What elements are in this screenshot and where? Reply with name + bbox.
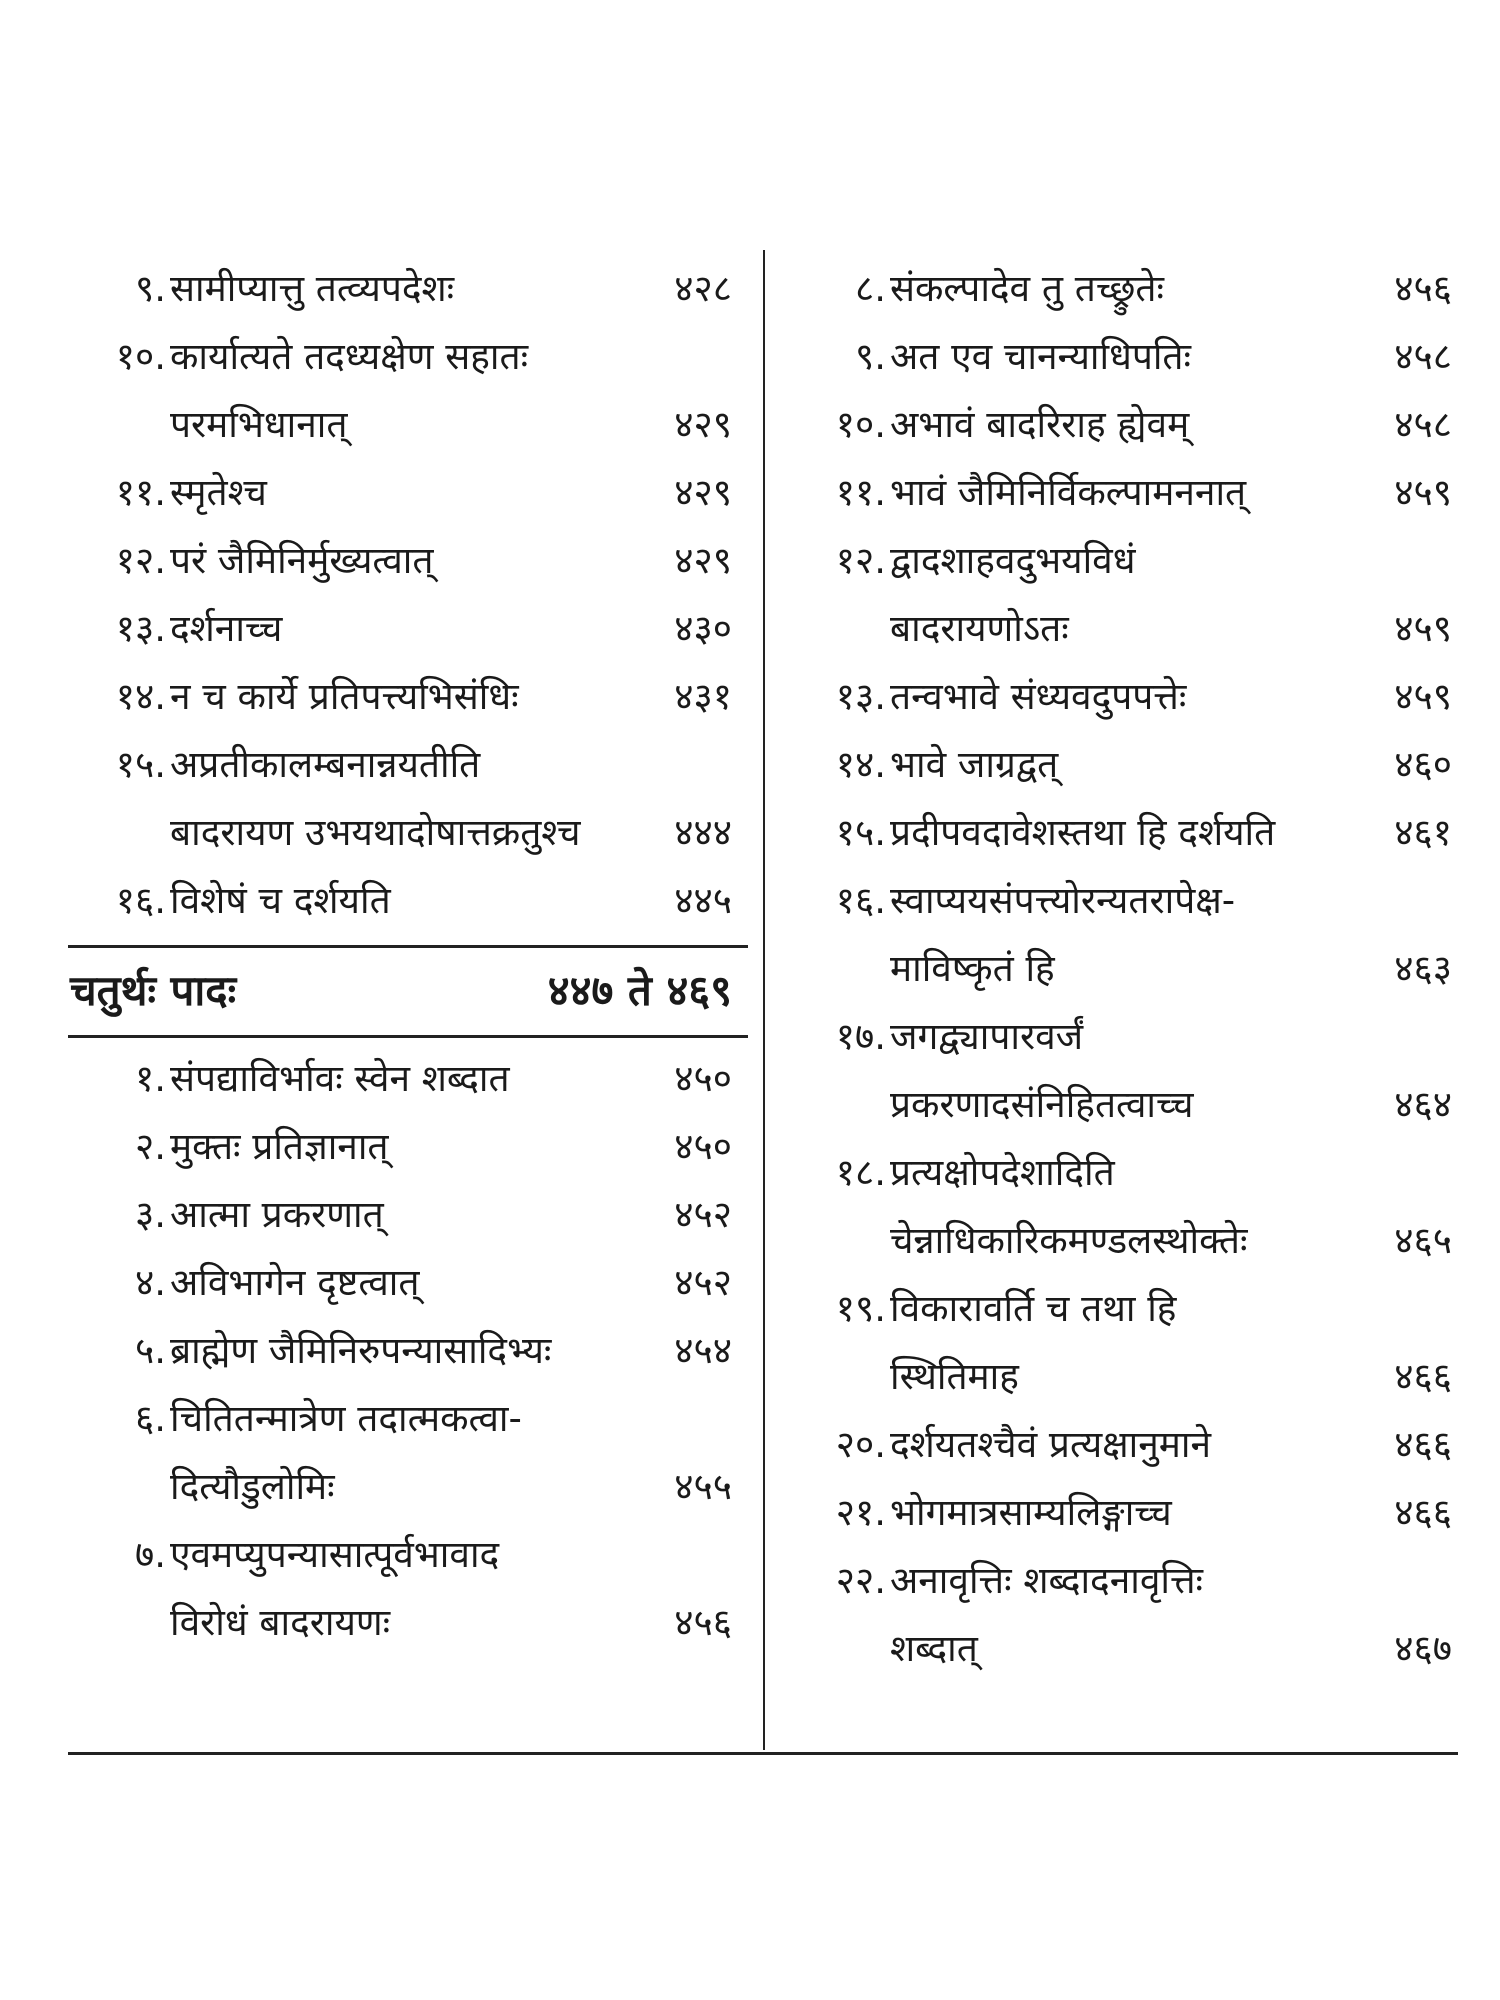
entry-row bbox=[70, 867, 740, 935]
entry-continuation-row bbox=[70, 799, 740, 867]
entry-number: १३. bbox=[835, 675, 886, 718]
entry-text: तन्वभावे संध्यवदुपपत्तेः bbox=[890, 675, 1187, 718]
entry-number: ८. bbox=[854, 267, 886, 310]
entry-number: १४. bbox=[835, 743, 886, 786]
entry-text: आत्मा प्रकरणात् bbox=[170, 1193, 384, 1236]
entry-row bbox=[70, 1113, 740, 1181]
entry-number: १५. bbox=[835, 811, 886, 854]
entry-text: सामीप्यात्तु तत्व्यपदेशः bbox=[170, 267, 455, 310]
entry-text: प्रदीपवदावेशस्तथा हि दर्शयति bbox=[890, 811, 1276, 854]
entry-row bbox=[70, 255, 740, 323]
entry-row bbox=[790, 323, 1460, 391]
section-title: चतुर्थः पादः bbox=[70, 966, 237, 1015]
entry-page-number: ४२९ bbox=[674, 471, 732, 514]
entry-row bbox=[790, 1139, 1460, 1207]
entry-number: ११. bbox=[835, 471, 886, 514]
entry-text: अप्रतीकालम्बनान्नयतीति bbox=[170, 743, 481, 786]
entry-page-number: ४५९ bbox=[1394, 675, 1452, 718]
entry-page-number: ४५९ bbox=[1394, 471, 1452, 514]
entry-number: १२. bbox=[115, 539, 166, 582]
entry-number: ७. bbox=[134, 1533, 166, 1576]
left-column bbox=[70, 255, 740, 1657]
entry-page-number: ४६६ bbox=[1394, 1355, 1452, 1398]
entry-number: २१. bbox=[835, 1491, 886, 1534]
entry-page-number: ४६७ bbox=[1394, 1627, 1452, 1670]
entry-text: दर्शयतश्चैवं प्रत्यक्षानुमाने bbox=[890, 1423, 1212, 1466]
entry-page-number: ४५२ bbox=[674, 1193, 732, 1236]
entry-text: दर्शनाच्च bbox=[170, 607, 283, 650]
entry-text: दित्यौडुलोमिः bbox=[170, 1465, 335, 1508]
entry-page-number: ४६४ bbox=[1394, 1083, 1452, 1126]
entry-page-number: ४६६ bbox=[1394, 1491, 1452, 1534]
entry-page-number: ४६६ bbox=[1394, 1423, 1452, 1466]
entry-page-number: ४६० bbox=[1394, 743, 1452, 786]
entry-row bbox=[70, 323, 740, 391]
entry-number: १२. bbox=[835, 539, 886, 582]
entry-row bbox=[790, 1479, 1460, 1547]
entry-row bbox=[70, 459, 740, 527]
entry-text: चितितन्मात्रेण तदात्मकत्वा- bbox=[170, 1397, 522, 1440]
entry-row bbox=[790, 731, 1460, 799]
entry-continuation-row bbox=[790, 1071, 1460, 1139]
entry-number: ९. bbox=[854, 335, 886, 378]
entry-page-number: ४२९ bbox=[674, 403, 732, 446]
entry-row bbox=[790, 1411, 1460, 1479]
column-divider bbox=[763, 250, 765, 1750]
section-page-range: ४४७ ते ४६९ bbox=[547, 966, 732, 1015]
entry-page-number: ४२८ bbox=[674, 267, 732, 310]
entry-page-number: ४६५ bbox=[1394, 1219, 1452, 1262]
entry-text: विशेषं च दर्शयति bbox=[170, 879, 391, 922]
entry-text: एवमप्युपन्यासात्पूर्वभावाद bbox=[170, 1533, 500, 1576]
entry-row bbox=[790, 1547, 1460, 1615]
entry-row bbox=[790, 867, 1460, 935]
entry-row bbox=[70, 1249, 740, 1317]
entry-text: जगद्व्यापारवर्जं bbox=[890, 1015, 1084, 1058]
entry-page-number: ४३१ bbox=[674, 675, 732, 718]
entry-number: १. bbox=[134, 1057, 166, 1100]
entry-text: स्वाप्ययसंपत्त्योरन्यतरापेक्ष- bbox=[890, 879, 1236, 922]
entry-number: १३. bbox=[115, 607, 166, 650]
entry-continuation-row bbox=[70, 1589, 740, 1657]
entry-page-number: ४५० bbox=[674, 1057, 732, 1100]
entry-text: विकारावर्ति च तथा हि bbox=[890, 1287, 1177, 1330]
left-bottom-list bbox=[70, 1045, 740, 1657]
section-rule-top bbox=[68, 945, 748, 948]
entry-text: द्वादशाहवदुभयविधं bbox=[890, 539, 1136, 582]
entry-number: २०. bbox=[835, 1423, 886, 1466]
entry-continuation-row bbox=[790, 595, 1460, 663]
entry-page-number: ४२९ bbox=[674, 539, 732, 582]
entry-number: ४. bbox=[134, 1261, 166, 1304]
entry-text: मुक्तः प्रतिज्ञानात् bbox=[170, 1125, 389, 1168]
entry-text: भोगमात्रसाम्यलिङ्गाच्च bbox=[890, 1491, 1172, 1534]
entry-row bbox=[790, 1275, 1460, 1343]
entry-page-number: ४५९ bbox=[1394, 607, 1452, 650]
entry-row bbox=[70, 663, 740, 731]
entry-row bbox=[790, 1003, 1460, 1071]
entry-page-number: ४५६ bbox=[674, 1601, 732, 1644]
entry-text: अविभागेन दृष्टत्वात् bbox=[170, 1261, 420, 1304]
entry-text: न च कार्ये प्रतिपत्त्यभिसंधिः bbox=[170, 675, 519, 718]
entry-number: १०. bbox=[115, 335, 166, 378]
entry-page-number: ४६१ bbox=[1394, 811, 1452, 854]
entry-text: स्थितिमाह bbox=[890, 1355, 1019, 1398]
entry-continuation-row bbox=[70, 1453, 740, 1521]
entry-row bbox=[790, 255, 1460, 323]
entry-text: विरोधं बादरायणः bbox=[170, 1601, 391, 1644]
entry-continuation-row bbox=[790, 1343, 1460, 1411]
entry-row bbox=[70, 1181, 740, 1249]
entry-text: स्मृतेश्च bbox=[170, 471, 267, 514]
entry-number: १५. bbox=[115, 743, 166, 786]
section-rule-bottom bbox=[68, 1035, 748, 1038]
entry-page-number: ४५५ bbox=[674, 1465, 732, 1508]
entry-text: अत एव चानन्याधिपतिः bbox=[890, 335, 1191, 378]
entry-page-number: ४५८ bbox=[1394, 403, 1452, 446]
entry-text: अनावृत्तिः शब्दादनावृत्तिः bbox=[890, 1559, 1204, 1602]
entry-text: संकल्पादेव तु तच्छ्रुतेः bbox=[890, 267, 1164, 310]
entry-number: २२. bbox=[835, 1559, 886, 1602]
entry-number: ९. bbox=[134, 267, 166, 310]
entry-text: भावं जैमिनिर्विकल्पामननात् bbox=[890, 471, 1247, 514]
section-header bbox=[70, 935, 740, 1045]
entry-text: परमभिधानात् bbox=[170, 403, 348, 446]
entry-text: संपद्याविर्भावः स्वेन शब्दात bbox=[170, 1057, 510, 1100]
entry-row bbox=[790, 663, 1460, 731]
entry-number: १०. bbox=[835, 403, 886, 446]
entry-row bbox=[70, 527, 740, 595]
entry-row bbox=[790, 459, 1460, 527]
entry-text: अभावं बादरिराह ह्येवम् bbox=[890, 403, 1190, 446]
entry-number: ५. bbox=[134, 1329, 166, 1372]
entry-text: बादरायण उभयथादोषात्तक्रतुश्च bbox=[170, 811, 581, 854]
entry-row bbox=[70, 595, 740, 663]
entry-row bbox=[70, 1385, 740, 1453]
entry-text: परं जैमिनिर्मुख्यत्वात् bbox=[170, 539, 434, 582]
entry-text: शब्दात् bbox=[890, 1627, 978, 1670]
entry-number: १६. bbox=[115, 879, 166, 922]
entry-text: प्रकरणादसंनिहितत्वाच्च bbox=[890, 1083, 1194, 1126]
entry-text: भावे जाग्रद्वत् bbox=[890, 743, 1059, 786]
entry-number: ३. bbox=[134, 1193, 166, 1236]
entry-number: १४. bbox=[115, 675, 166, 718]
entry-number: १९. bbox=[835, 1287, 886, 1330]
entry-number: १६. bbox=[835, 879, 886, 922]
entry-page-number: ४५० bbox=[674, 1125, 732, 1168]
entry-number: ६. bbox=[134, 1397, 166, 1440]
entry-number: १७. bbox=[835, 1015, 886, 1058]
entry-page-number: ४५६ bbox=[1394, 267, 1452, 310]
entry-page-number: ४५४ bbox=[674, 1329, 732, 1372]
entry-row bbox=[70, 1317, 740, 1385]
entry-page-number: ४६३ bbox=[1394, 947, 1452, 990]
entry-number: २. bbox=[134, 1125, 166, 1168]
entry-page-number: ४५२ bbox=[674, 1261, 732, 1304]
entry-text: चेन्नाधिकारिकमण्डलस्थोक्तेः bbox=[890, 1219, 1248, 1262]
entry-text: कार्यात्यते तदध्यक्षेण सहातः bbox=[170, 335, 529, 378]
entry-row bbox=[70, 1521, 740, 1589]
entry-number: ११. bbox=[115, 471, 166, 514]
entry-row bbox=[790, 799, 1460, 867]
entry-text: बादरायणोऽतः bbox=[890, 607, 1069, 650]
entry-text: माविष्कृतं हि bbox=[890, 947, 1055, 990]
entry-continuation-row bbox=[790, 935, 1460, 1003]
entry-row bbox=[70, 731, 740, 799]
entry-text: प्रत्यक्षोपदेशादिति bbox=[890, 1151, 1115, 1194]
right-column bbox=[790, 255, 1460, 1683]
entry-row bbox=[70, 1045, 740, 1113]
entry-row bbox=[790, 527, 1460, 595]
entry-continuation-row bbox=[790, 1615, 1460, 1683]
entry-page-number: ४४५ bbox=[674, 879, 732, 922]
right-list bbox=[790, 255, 1460, 1683]
entry-page-number: ४४४ bbox=[674, 811, 732, 854]
entry-page-number: ४५८ bbox=[1394, 335, 1452, 378]
entry-number: १८. bbox=[835, 1151, 886, 1194]
bottom-rule bbox=[68, 1752, 1458, 1755]
left-top-list bbox=[70, 255, 740, 935]
entry-text: ब्राह्मेण जैमिनिरुपन्यासादिभ्यः bbox=[170, 1329, 552, 1372]
entry-continuation-row bbox=[70, 391, 740, 459]
entry-row bbox=[790, 391, 1460, 459]
entry-page-number: ४३० bbox=[674, 607, 732, 650]
entry-continuation-row bbox=[790, 1207, 1460, 1275]
